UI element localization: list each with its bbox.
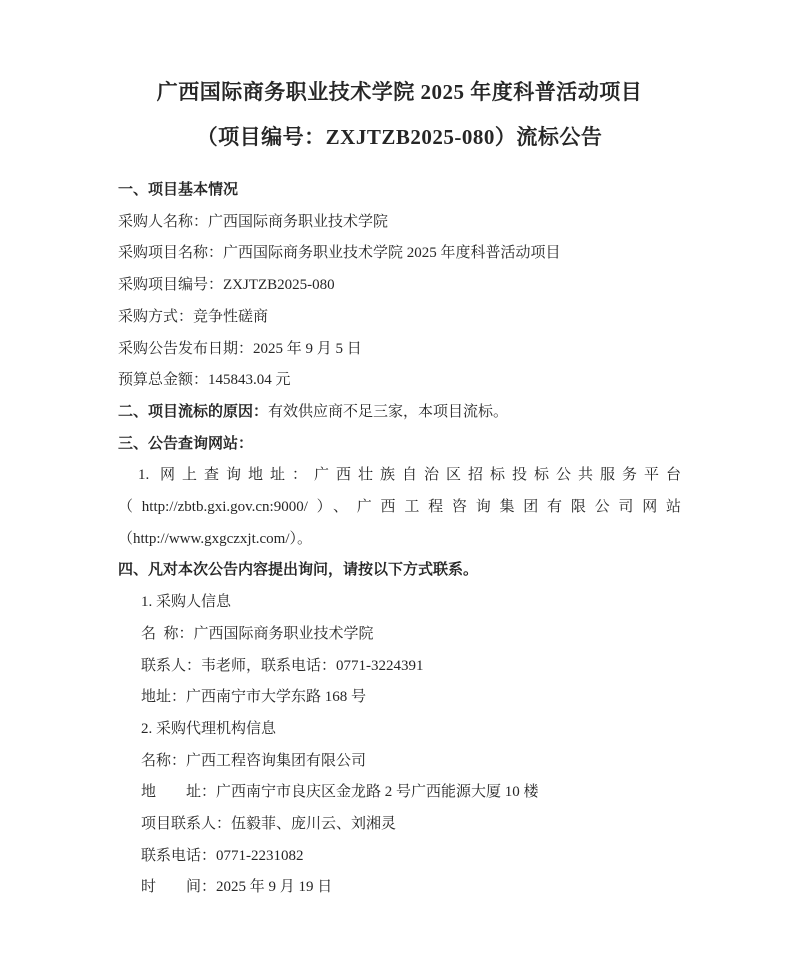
title-line-2: （项目编号：ZXJTZB2025-080）流标公告 bbox=[196, 125, 603, 149]
document-body bbox=[118, 175, 681, 904]
buyer-info-heading: 1. 采购人信息 bbox=[141, 594, 232, 611]
buyer-contact-phone-line: 联系人：韦老师，联系电话：0771-3224391 bbox=[141, 657, 424, 674]
agency-address-line: 地 址：广西南宁市良庆区金龙路 2 号广西能源大厦 10 楼 bbox=[141, 784, 539, 801]
title-line-1: 广西国际商务职业技术学院 2025 年度科普活动项目 bbox=[156, 80, 643, 104]
document-title bbox=[118, 70, 681, 160]
buyer-name-line: 采购人名称：广西国际商务职业技术学院 bbox=[118, 213, 389, 230]
section-1-heading: 一、项目基本情况 bbox=[118, 182, 239, 198]
buyer-address-line: 地址：广西南宁市大学东路 168 号 bbox=[141, 689, 367, 706]
section-4-heading: 四、凡对本次公告内容提出询问，请按以下方式联系。 bbox=[118, 562, 479, 579]
agency-date-line: 时 间：2025 年 9 月 19 日 bbox=[141, 879, 333, 896]
announcement-date-line: 采购公告发布日期：2025 年 9 月 5 日 bbox=[118, 340, 362, 357]
section-2-heading: 二、项目流标的原因： bbox=[118, 403, 269, 420]
buyer-name-contact-line: 名 称：广西国际商务职业技术学院 bbox=[141, 625, 374, 642]
failure-reason-text: 有效供应商不足三家，本项目流标。 bbox=[268, 403, 509, 420]
query-address-line-3: （http://www.gxgczxjt.com/）。 bbox=[118, 530, 313, 547]
agency-contacts-line: 项目联系人：伍毅菲、庞川云、刘湘灵 bbox=[141, 816, 397, 833]
query-address-line-2: （http://zbtb.gxi.gov.cn:9000/）、广西工程咨询集团有限公司网站 bbox=[118, 499, 681, 516]
agency-info-heading: 2. 采购代理机构信息 bbox=[141, 720, 277, 737]
project-name-line: 采购项目名称：广西国际商务职业技术学院 2025 年度科普活动项目 bbox=[118, 245, 561, 262]
section-2-line bbox=[118, 397, 681, 429]
agency-phone-line: 联系电话：0771-2231082 bbox=[141, 847, 304, 864]
procurement-method-line: 采购方式：竞争性磋商 bbox=[118, 308, 269, 325]
budget-line: 预算总金额：145843.04 元 bbox=[118, 372, 291, 389]
section-3-heading: 三、公告查询网站： bbox=[118, 435, 254, 452]
query-address-line-1: 1. 网上查询地址：广西壮族自治区招标投标公共服务平台 bbox=[138, 467, 681, 484]
project-number-line: 采购项目编号：ZXJTZB2025-080 bbox=[118, 277, 335, 294]
agency-name-line: 名称：广西工程咨询集团有限公司 bbox=[141, 752, 367, 769]
